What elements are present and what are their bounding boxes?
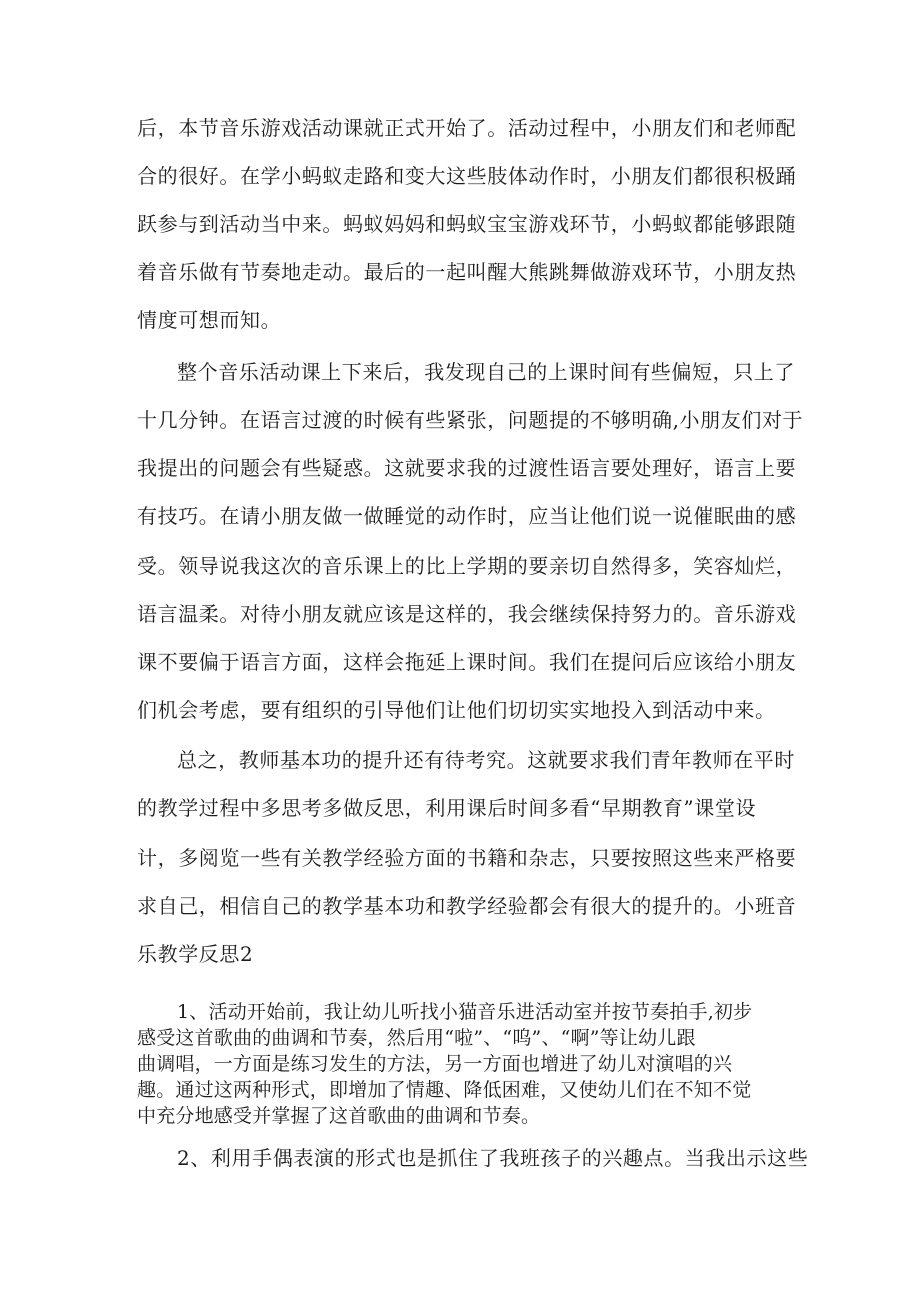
text-line: 感受这首歌曲的曲调和节奏，然后用“啦”、“呜”、“啊”等让幼儿跟 (137, 1027, 696, 1049)
text-line: 十几分钟。在语言过渡的时候有些紧张，问题提的不够明确,小朋友们对于 (137, 408, 804, 432)
text-line: 合的很好。在学小蚂蚁走路和变大这些肢体动作时，小朋友们都很积极踊 (137, 164, 797, 188)
text-line: 的教学过程中多思考多做反思，利用课后时间多看“早期教育”课堂设 (137, 796, 757, 820)
text-line: 着音乐做有节奏地走动。最后的一起叫醒大熊跳舞做游戏环节，小朋友热 (137, 260, 797, 284)
paragraph-first-line: 1、活动开始前，我让幼儿听找小猫音乐进活动室并按节奏拍手,初步 (177, 1001, 753, 1023)
paragraph-first-line: 2、利用手偶表演的形式也是抓住了我班孩子的兴趣点。当我出示这些 (177, 1146, 809, 1170)
text-line: 中充分地感受并掌握了这首歌曲的曲调和节奏。 (137, 1105, 541, 1127)
paragraph-first-line: 整个音乐活动课上下来后，我发现自己的上课时间有些偏短，只上了 (177, 360, 795, 384)
section-heading: 乐教学反思2 (137, 942, 254, 966)
text-line: 求自己，相信自己的教学基本功和教学经验都会有很大的提升的。小班音 (137, 894, 797, 918)
text-line: 情度可想而知。 (137, 308, 282, 332)
text-line: 有技巧。在请小朋友做一做睡觉的动作时，应当让他们说一说催眠曲的感 (137, 504, 797, 528)
paragraph-first-line: 总之，教师基本功的提升还有待考究。这就要求我们青年教师在平时 (177, 748, 795, 772)
text-line: 趣。通过这两种形式，即增加了情趣、降低困难，又使幼儿们在不知不觉 (137, 1079, 752, 1101)
text-line: 课不要偏于语言方面，这样会拖延上课时间。我们在提问后应该给小朋友 (137, 650, 797, 674)
text-line: 曲调唱，一方面是练习发生的方法，另一方面也增进了幼儿对演唱的兴 (137, 1053, 733, 1075)
text-line: 我提出的问题会有些疑惑。这就要求我的过渡性语言要处理好，语言上要 (137, 456, 797, 480)
text-line: 们机会考虑，要有组织的引导他们让他们切切实实地投入到活动中来。 (137, 698, 776, 722)
text-line: 计，多阅览一些有关教学经验方面的书籍和杂志，只要按照这些来严格要 (137, 846, 797, 870)
text-line: 语言温柔。对待小朋友就应该是这样的，我会继续保持努力的。音乐游戏 (137, 602, 797, 626)
text-line: 跃参与到活动当中来。蚂蚁妈妈和蚂蚁宝宝游戏环节，小蚂蚁都能够跟随 (137, 212, 797, 236)
text-line: 后，本节音乐游戏活动课就正式开始了。活动过程中，小朋友们和老师配 (137, 116, 797, 140)
text-line: 受。领导说我这次的音乐课上的比上学期的要亲切自然得多，笑容灿烂， (137, 554, 797, 578)
